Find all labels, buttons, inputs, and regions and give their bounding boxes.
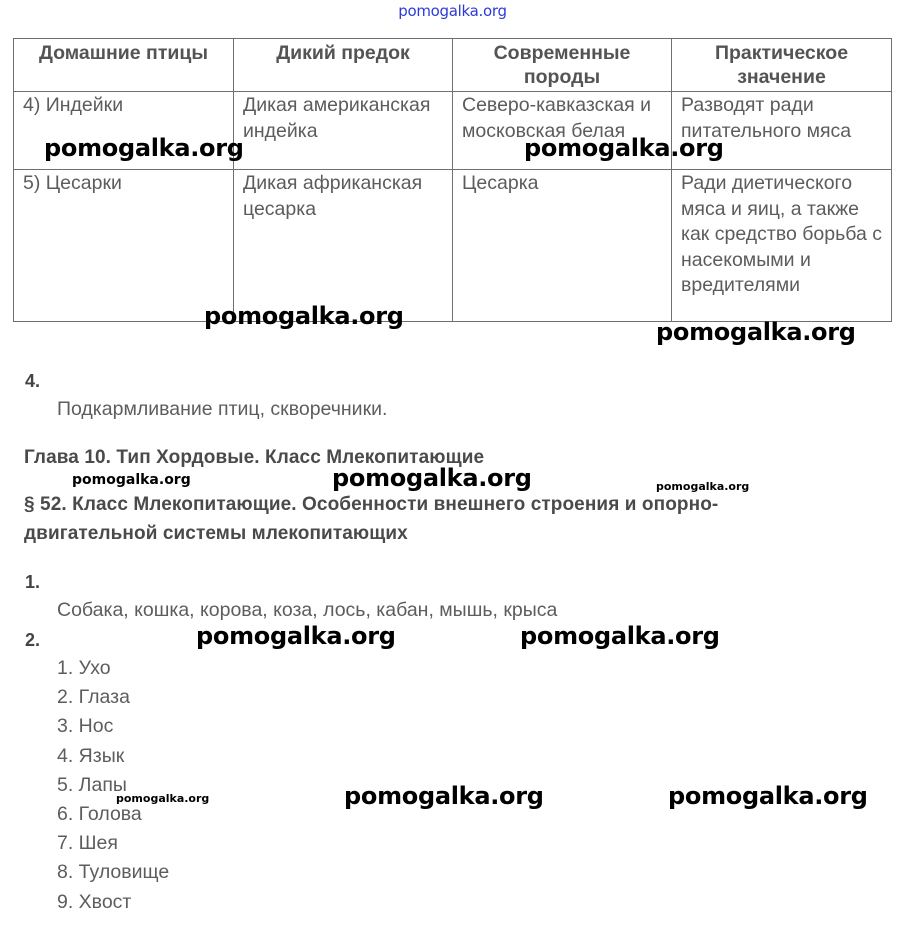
list-item: 2. Глаза [57,686,130,709]
cell-ancestor: Дикая американская индейка [234,92,453,170]
cell-breeds: Северо-кавказская и московская белая [453,92,672,170]
chapter-title: Глава 10. Тип Хордовые. Класс Млекопитающие [24,447,485,468]
poultry-table [13,38,892,322]
watermark: pomogalka.org [524,134,724,162]
question-2-number: 2. [25,630,41,650]
watermark: pomogalka.org [116,792,210,805]
section-title-line-1: § 52. Класс Млекопитающие. Особенности внешнего строения и опорно- [24,494,719,515]
cell-value: Ради диетического мяса и яиц, а также как средство борьба с насекомыми и вредителями [672,170,892,322]
list-item: 7. Шея [57,832,118,855]
list-item: 5. Лапы [57,773,127,796]
list-item: 4. Язык [57,744,125,767]
header-practical-value: Практическое значение [672,39,892,92]
watermark: pomogalka.org [44,134,244,162]
watermark: pomogalka.org [344,782,544,810]
watermark: pomogalka.org [72,472,191,488]
cell-ancestor: Дикая африканская цесарка [234,170,453,322]
header-wild-ancestor: Дикий предок [234,39,453,92]
cell-value: Разводят ради питательного мяса [672,92,892,170]
question-1-answer: Собака, кошка, корова, коза, лось, кабан, мышь, крыса [57,599,558,621]
watermark: pomogalka.org [520,622,720,650]
body-parts-list [57,654,169,917]
cell-breeds: Цесарка [453,170,672,322]
cell-bird: 4) Индейки [14,92,234,170]
header-modern-breeds: Современные породы [453,39,672,92]
watermark: pomogalka.org [204,302,404,330]
question-1-number: 1. [25,572,41,592]
watermark: pomogalka.org [196,622,396,650]
list-item: 6. Голова [57,803,142,826]
list-item: 9. Хвост [57,890,132,913]
watermark: pomogalka.org [656,318,856,346]
section-title-line-2: двигательной системы млекопитающих [24,523,408,544]
list-item: 8. Туловище [57,861,170,884]
header-poultry: Домашние птицы [14,39,234,92]
list-item: 1. Ухо [57,657,111,679]
site-link[interactable]: pomogalka.org [398,2,507,20]
watermark: pomogalka.org [668,782,868,810]
question-4-number: 4. [25,371,41,391]
watermark: pomogalka.org [656,480,750,493]
watermark: pomogalka.org [332,464,532,492]
list-item: 3. Нос [57,715,114,738]
cell-bird: 5) Цесарки [14,170,234,322]
question-4-answer: Подкармливание птиц, скворечники. [57,398,388,420]
table-header-row [14,39,892,92]
table-row [14,170,892,322]
